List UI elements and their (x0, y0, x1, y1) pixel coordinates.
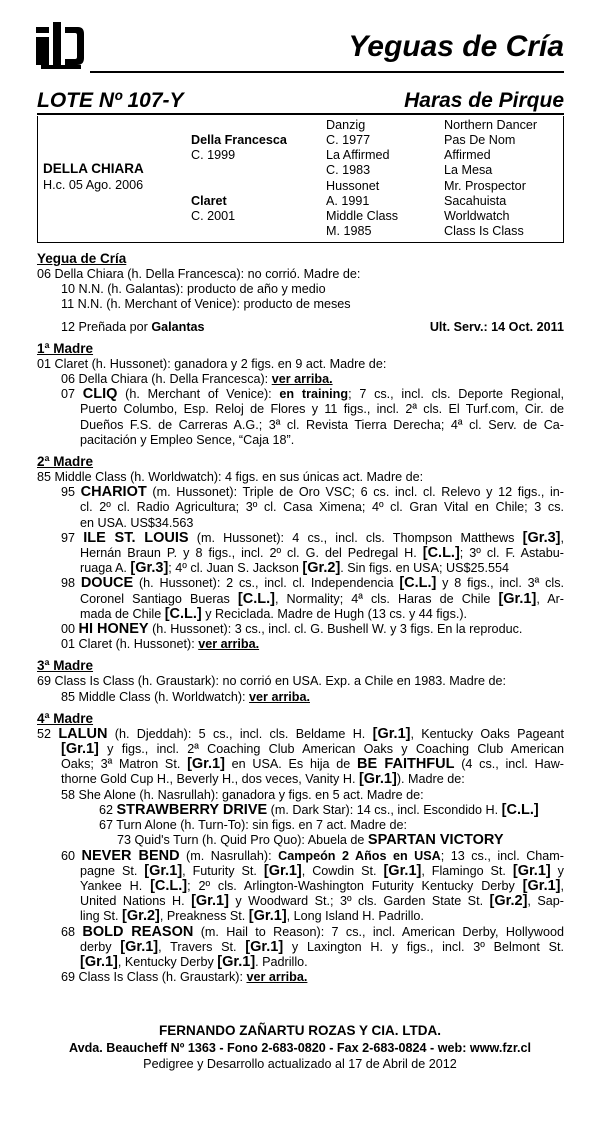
lot-number: LOTE Nº 107-Y (37, 89, 184, 112)
record-text: ; 13 cs., incl. Cham- (440, 848, 564, 863)
record-line (37, 879, 564, 894)
record-text: (h. Hussonet): 2 cs., incl. cl. Independencia (133, 576, 400, 591)
contact-info: Avda. Beaucheff Nº 1363 - Fono 2-683-0820 - Fax 2-683-0824 - web: www.fzr.cl (68, 1041, 532, 1055)
horse-name: ILE ST. LOUIS (83, 529, 189, 546)
record-text: Yankee H. (80, 878, 151, 893)
record-text: (h. Merchant of Venice): (117, 387, 280, 402)
record-line (37, 909, 564, 924)
record-text: 60 (61, 848, 82, 863)
record-text: , Sap- (527, 894, 564, 909)
last-service: Ult. Serv.: 14 Oct. 2011 (429, 319, 564, 334)
record-text: , Normality; 4ª cls. Haras de Chile (274, 591, 499, 606)
record-text: Coronel Santiago Bueras (80, 591, 238, 606)
grade-badge: [Gr.2] (122, 908, 160, 925)
record-text: , Ar- (536, 591, 564, 606)
record-line (37, 372, 564, 387)
record-text: 01 Claret (h. Hussonet): (61, 637, 199, 652)
record-text: ; 3º cl. F. Astabu- (459, 546, 564, 561)
record-line: Dueños F.S. de Carreras A.G.; 3ª cl. Revista Tierra Derecha; 4ª cl. Serv. de Ca- (80, 417, 564, 432)
record-line (37, 864, 564, 879)
gen3-year: M. 1985 (326, 224, 372, 238)
record-text: 62 (99, 802, 117, 817)
record-text: 06 Della Chiara (h. Della Francesca): (61, 372, 272, 387)
section-heading-madre2: 2ª Madre (37, 454, 94, 470)
record-line (37, 690, 564, 705)
record-text: , (560, 878, 564, 893)
see-above-link: ver arriba. (246, 970, 308, 985)
gen3-name: Danzig (326, 118, 366, 132)
grade-badge: [C.L.] (422, 545, 460, 562)
gen3-year: C. 1977 (326, 133, 371, 147)
pregnancy-text: 12 Preñada por (61, 319, 152, 334)
record-text: mada de Chile (80, 606, 165, 621)
record-text: (h. Hussonet): 3 cs., incl. cl. G. Bushell W. y 3 figs. En la reproduc. (148, 622, 523, 637)
horse-name: DOUCE (80, 575, 134, 592)
record-line (37, 894, 564, 909)
gen4-name: Class Is Class (444, 224, 524, 238)
record-line: 01 Claret (h. Hussonet): ganadora y 2 figs. en 9 act. Madre de: (37, 356, 387, 371)
horse-name: BE FAITHFUL (357, 756, 455, 773)
record-text: y Woodward St.; 3º cls. Garden State St. (228, 894, 490, 909)
record-line (37, 955, 564, 970)
stud-name: Haras de Pirque (404, 89, 564, 112)
record-text: , Preakness St. (159, 909, 249, 924)
record-line (37, 803, 564, 818)
record-text: y 8 figs., incl. 3ª cls. (436, 576, 564, 591)
grade-badge: [Gr.1] (383, 862, 422, 879)
horse-name: SPARTAN VICTORY (367, 832, 504, 849)
record-line (37, 387, 564, 402)
grade-badge: [Gr.2] (489, 893, 528, 910)
record-text: 68 (61, 924, 83, 939)
record-text: , Long Island H. Padrillo. (286, 909, 424, 924)
record-line (37, 757, 564, 772)
record-text: , Flamingo St. (421, 863, 513, 878)
record-line: 06 Della Chiara (h. Della Francesca): no corrió. Madre de: (37, 267, 361, 281)
gen3-name: Middle Class (326, 209, 399, 223)
record-line (37, 561, 564, 576)
record-text: , (560, 530, 564, 545)
gen4-name: Affirmed (444, 148, 491, 162)
horse-name: HI HONEY (78, 621, 149, 638)
gen3-year: C. 1983 (326, 163, 371, 177)
record-text: United Nations H. (80, 894, 192, 909)
record-text: (h. Djeddah): 5 cs., incl. cls. Beldame H. (107, 726, 373, 741)
dam-name: Claret (191, 194, 227, 208)
grade-badge: [Gr.1] (217, 953, 256, 970)
record-text: 00 (61, 622, 79, 637)
grade-badge: [Gr.1] (498, 590, 537, 607)
record-text: 52 (37, 726, 59, 741)
record-line (37, 592, 564, 607)
record-line: Puerto Columbo, Esp. Reloj de Flores y 11 figs., incl. 2ª cls. El Turf.com, Cir. de (80, 402, 564, 417)
record-text: y (550, 863, 564, 878)
record-line (37, 849, 564, 864)
company-logo (34, 22, 86, 72)
record-text: 95 (61, 485, 81, 500)
grade-badge: [Gr.1] (80, 953, 118, 970)
record-text: , Futurity St. (182, 863, 264, 878)
gen3-name: Hussonet (326, 179, 380, 193)
gen4-name: Mr. Prospector (444, 179, 526, 193)
record-text: (4 cs., incl. Haw- (454, 757, 564, 772)
record-text: ; 4º cl. Juan S. Jackson (168, 561, 303, 576)
grade-badge: [C.L.] (399, 575, 437, 592)
title-rule (90, 71, 564, 73)
record-text: derby (80, 939, 121, 954)
fzr-logo-icon (34, 22, 86, 72)
status-text: en training (279, 387, 349, 402)
record-line (37, 546, 564, 561)
record-line (37, 727, 564, 742)
record-line (37, 925, 564, 940)
record-line (37, 742, 564, 757)
grade-badge: [Gr.1] (522, 877, 561, 894)
gen3-name: La Affirmed (326, 148, 390, 162)
grade-badge: [Gr.3] (522, 529, 561, 546)
record-line: 85 Middle Class (h. Worldwatch): 4 figs. en sus únicas act. Madre de: (37, 470, 424, 485)
grade-badge: [C.L.] (150, 877, 188, 894)
record-text: , Cowdin St. (301, 863, 384, 878)
record-line: en USA. US$34.563 (80, 515, 194, 530)
record-line: pacitación y Empleo Sence, “Caja 18”. (80, 432, 295, 447)
record-text: , Travers St. (158, 939, 246, 954)
record-text: (m. Hail to Reason): 7 cs., incl. American Derby, Hollywood (193, 924, 564, 939)
horse-detail: H.c. 05 Ago. 2006 (43, 178, 144, 192)
record-line (37, 637, 564, 652)
section-heading-madre4: 4ª Madre (37, 710, 94, 726)
record-text: . Sin figs. en USA; US$25.554 (340, 561, 509, 576)
pregnancy-line (37, 320, 564, 335)
horse-name: CHARIOT (80, 484, 147, 501)
grade-badge: [C.L.] (237, 590, 275, 607)
record-text: 69 Class Is Class (h. Graustark): (61, 970, 247, 985)
covering-sire: Galantas (151, 319, 205, 334)
record-line (37, 833, 564, 848)
record-text: en USA. Es hija de (224, 757, 358, 772)
grade-badge: [C.L.] (501, 801, 539, 818)
horse-name: STRAWBERRY DRIVE (116, 801, 268, 818)
record-line: 69 Class Is Class (h. Graustark): no corrió en USA. Exp. a Chile en 1983. Madre de: (37, 674, 506, 689)
record-text: ; 2º cls. Arlington-Washington Futurity Kentucky Derby (187, 878, 523, 893)
record-line (37, 772, 564, 787)
page-title: Yeguas de Cría (348, 30, 564, 63)
record-line (37, 485, 564, 500)
grade-badge: [Gr.1] (61, 741, 99, 758)
record-text: ling St. (80, 909, 122, 924)
record-text: ). Madre de: (396, 772, 465, 787)
record-line: 11 N.N. (h. Merchant of Venice): producto de meses (61, 297, 351, 312)
lot-rule (37, 113, 564, 115)
pedigree-table (37, 116, 564, 243)
section-heading-madre1: 1ª Madre (37, 340, 94, 356)
produce-record (37, 251, 564, 985)
record-text: (m. Hussonet): 4 cs., incl. cls. Thompson Matthews (188, 530, 523, 545)
record-text: Hernán Braun P. y 8 figs., incl. 2º cl. G. del Pedregal H. (80, 546, 423, 561)
record-text: (m. Hussonet): Triple de Oro VSC; 6 cs. incl. cl. Relevo y 12 figs., in- (146, 485, 564, 500)
gen4-name: Sacahuista (444, 194, 507, 208)
grade-badge: [Gr.1] (512, 862, 551, 879)
record-text: y Laxington H. y figs., incl. 3º Belmont St. (283, 939, 564, 954)
dam-year: C. 2001 (191, 209, 236, 223)
grade-badge: [Gr.1] (248, 908, 287, 925)
gen4-name: Pas De Nom (444, 133, 516, 147)
grade-badge: [Gr.1] (245, 938, 284, 955)
record-line (37, 622, 564, 637)
footer (0, 1022, 600, 1072)
record-text: 07 (61, 387, 83, 402)
grade-badge: [Gr.1] (358, 771, 397, 788)
section-heading-yegua: Yegua de Cría (37, 251, 127, 266)
see-above-link: ver arriba. (271, 372, 333, 387)
horse-name: DELLA CHIARA (43, 161, 144, 176)
gen3-year: A. 1991 (326, 194, 370, 208)
record-text: . Padrillo. (255, 954, 308, 969)
record-line (37, 940, 564, 955)
sire-name: Della Francesca (191, 133, 287, 147)
horse-name: LALUN (58, 725, 108, 742)
record-text: y Reciclada. Madre de Hugh (13 cs. y 44 figs.). (201, 606, 468, 621)
company-name: FERNANDO ZAÑARTU ROZAS Y CIA. LTDA. (159, 1023, 441, 1038)
grade-badge: [Gr.1] (187, 756, 225, 773)
record-text: 85 Middle Class (h. Worldwatch): (61, 689, 250, 704)
record-text: ; 7 cs., incl. cls. Deporte Regional, (348, 387, 565, 402)
record-text: , Kentucky Derby (117, 954, 218, 969)
record-line: 10 N.N. (h. Galantas): producto de año y medio (61, 282, 326, 297)
championship-text: Campeón 2 Años en USA (278, 848, 441, 863)
section-heading-madre3: 3ª Madre (37, 658, 94, 674)
see-above-link: ver arriba. (249, 689, 310, 704)
see-above-link: ver arriba. (198, 637, 260, 652)
record-text: (m. Nasrullah): (179, 848, 279, 863)
horse-name: NEVER BEND (81, 847, 180, 864)
gen4-name: La Mesa (444, 163, 493, 177)
horse-name: CLIQ (82, 386, 118, 403)
record-text: 98 (61, 576, 81, 591)
record-line (37, 607, 564, 622)
grade-badge: [Gr.2] (302, 560, 341, 577)
record-text: ruaga A. (80, 561, 131, 576)
grade-badge: [C.L.] (164, 605, 202, 622)
record-text: Oaks; 3ª Matron St. (61, 757, 188, 772)
grade-badge: [Gr.1] (191, 893, 229, 910)
record-text: (m. Dark Star): 14 cs., incl. Escondido H. (267, 802, 502, 817)
grade-badge: [Gr.1] (372, 725, 411, 742)
record-line: 58 She Alone (h. Nasrullah): ganadora y figs. en 5 act. Madre de: (61, 787, 424, 802)
record-line (37, 531, 564, 546)
sire-year: C. 1999 (191, 148, 236, 162)
record-text: 73 Quid's Turn (h. Quid Pro Quo): Abuela de (117, 833, 368, 848)
grade-badge: [Gr.1] (263, 862, 302, 879)
record-text: y figs., incl. 2ª Coaching Club American Oaks y Coaching Club American (98, 742, 564, 757)
record-text: pagne St. (80, 863, 145, 878)
gen4-name: Northern Dancer (444, 118, 538, 132)
grade-badge: [Gr.1] (144, 862, 183, 879)
record-line: cl. 2º cl. Radio Agricultura; 3º cl. Casa Ximena; 4º cl. Gran Vital en Chile; 3 cs. (80, 500, 564, 515)
record-text: thorne Gold Cup H., Beverly H., dos veces, Vanity H. (61, 772, 359, 787)
gen4-name: Worldwatch (444, 209, 510, 223)
record-line (37, 970, 564, 985)
horse-name: BOLD REASON (82, 923, 194, 940)
record-text: 97 (61, 530, 84, 545)
grade-badge: [Gr.1] (120, 938, 159, 955)
record-line (37, 576, 564, 591)
grade-badge: [Gr.3] (130, 560, 169, 577)
update-note: Pedigree y Desarrollo actualizado al 17 de Abril de 2012 (143, 1057, 457, 1071)
record-text: , Kentucky Oaks Pageant (410, 726, 564, 741)
record-line: 67 Turn Alone (h. Turn-To): sin figs. en 7 act. Madre de: (99, 818, 408, 833)
